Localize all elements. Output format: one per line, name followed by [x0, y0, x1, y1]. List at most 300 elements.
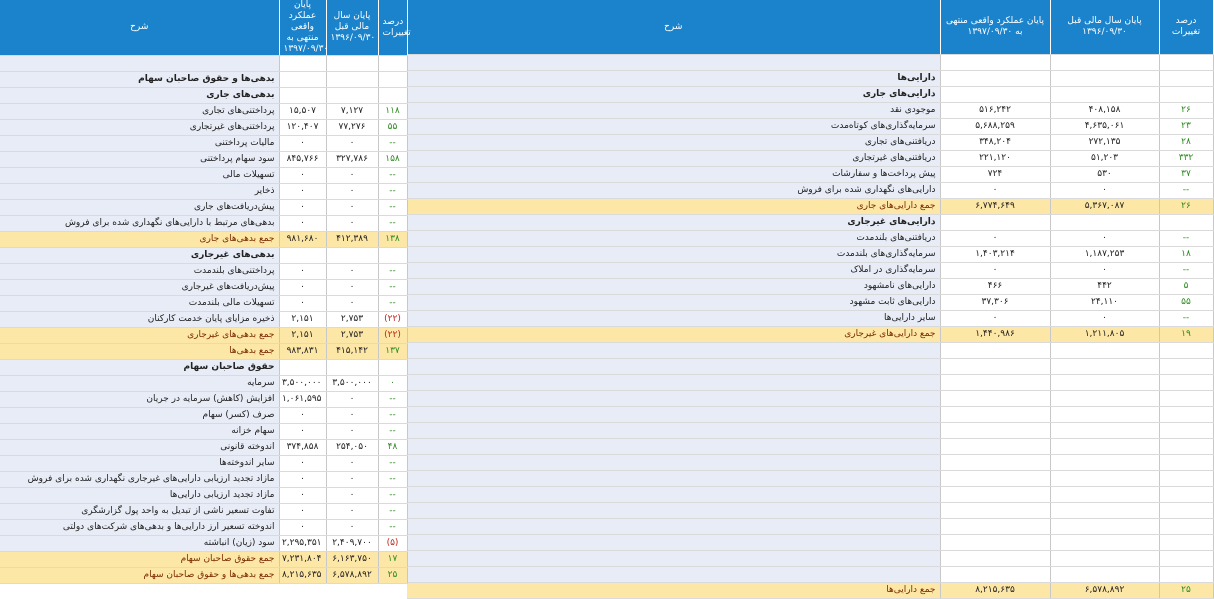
- assets-row: [407, 551, 1213, 567]
- assets-row-prior-value: ۶,۵۷۸,۸۹۲: [1050, 583, 1159, 599]
- assets-row: [407, 487, 1213, 503]
- liab-row-description: بدهی‌های مرتبط با دارایی‌های نگهداری شده برای فروش: [0, 216, 279, 232]
- assets-row-current-value: [940, 55, 1050, 71]
- liab-row-prior-value: ۳,۵۰۰,۰۰۰: [326, 376, 378, 392]
- assets-row-current-value: ۵۱۶,۲۴۲: [940, 103, 1050, 119]
- liab-row-change-percent: --: [378, 184, 407, 200]
- assets-row-prior-value: [1050, 455, 1159, 471]
- liabilities-equity-table: [0, 0, 411, 584]
- assets-row-description: سرمایه‌گذاری‌های بلندمدت: [407, 247, 940, 263]
- assets-row-current-value: [940, 487, 1050, 503]
- liab-row-change-percent: (۵): [378, 536, 407, 552]
- assets-row-description: [407, 551, 940, 567]
- assets-desc-header: شرح: [407, 0, 940, 55]
- liab-row: [0, 456, 407, 472]
- liab-row-prior-value: [326, 88, 378, 104]
- assets-row-current-value: [940, 551, 1050, 567]
- liab-row-prior-value: ۰: [326, 216, 378, 232]
- liab-row-prior-value: ۲,۴۰۹,۷۰۰: [326, 536, 378, 552]
- assets-row-current-value: ۱,۴۴۰,۹۸۶: [940, 327, 1050, 343]
- assets-row: [407, 215, 1213, 231]
- liab-row-current-value: ۰: [279, 424, 326, 440]
- liab-row-prior-value: [326, 56, 378, 72]
- assets-row-change-percent: [1159, 471, 1213, 487]
- assets-row-current-value: [940, 567, 1050, 583]
- assets-row: [407, 583, 1213, 599]
- liab-row-description: سایر اندوخته‌ها: [0, 456, 279, 472]
- assets-row: [407, 263, 1213, 279]
- liab-row-description: سرمایه: [0, 376, 279, 392]
- assets-row-current-value: ۰: [940, 311, 1050, 327]
- liab-row: [0, 56, 407, 72]
- assets-row-change-percent: [1159, 455, 1213, 471]
- assets-row-description: جمع دارایی‌ها: [407, 583, 940, 599]
- assets-table: [407, 0, 1214, 599]
- liab-row-prior-value: ۰: [326, 184, 378, 200]
- liab-row-prior-value: [326, 248, 378, 264]
- liab-row: [0, 280, 407, 296]
- liab-row-prior-value: ۰: [326, 456, 378, 472]
- liab-row: [0, 568, 407, 584]
- liab-row-change-percent: ۱۷: [378, 552, 407, 568]
- liab-row-description: بدهی‌های غیرجاری: [0, 248, 279, 264]
- assets-row-description: [407, 455, 940, 471]
- liab-row-current-value: ۱,۰۶۱,۵۹۵: [279, 392, 326, 408]
- liab-row-prior-value: ۰: [326, 424, 378, 440]
- liab-row-current-value: ۰: [279, 216, 326, 232]
- assets-row-change-percent: [1159, 343, 1213, 359]
- assets-row-prior-value: [1050, 439, 1159, 455]
- assets-row-prior-value: [1050, 487, 1159, 503]
- assets-row-prior-value: [1050, 519, 1159, 535]
- liab-row: [0, 344, 407, 360]
- liab-row: [0, 200, 407, 216]
- liab-row: [0, 120, 407, 136]
- assets-row-prior-value: ۰: [1050, 263, 1159, 279]
- assets-row-change-percent: [1159, 423, 1213, 439]
- liab-row-prior-value: ۰: [326, 504, 378, 520]
- liab-row-description: ذخیره مزایای پایان خدمت کارکنان: [0, 312, 279, 328]
- liab-row: [0, 72, 407, 88]
- assets-row-prior-value: [1050, 55, 1159, 71]
- assets-body: [407, 55, 1213, 599]
- assets-row-change-percent: [1159, 407, 1213, 423]
- assets-row-prior-value: ۵۳۰: [1050, 167, 1159, 183]
- liab-row-description: اندوخته تسعیر ارز دارایی‌ها و بدهی‌های شرکت‌های دولتی: [0, 520, 279, 536]
- liab-row-change-percent: ۵۵: [378, 120, 407, 136]
- liab-current-header: پایان عملکرد واقعی منتهی به ۱۳۹۷/۰۹/۳۰: [279, 0, 326, 56]
- liab-row-prior-value: ۷,۱۲۷: [326, 104, 378, 120]
- assets-row-current-value: ۳۷,۳۰۶: [940, 295, 1050, 311]
- liab-row-prior-value: ۶,۱۶۳,۷۵۰: [326, 552, 378, 568]
- assets-row-description: دریافتنی‌های بلندمدت: [407, 231, 940, 247]
- assets-row-prior-value: [1050, 87, 1159, 103]
- assets-row: [407, 519, 1213, 535]
- liab-row-change-percent: --: [378, 424, 407, 440]
- assets-row: [407, 471, 1213, 487]
- liab-row-description: سود (زیان) انباشته: [0, 536, 279, 552]
- liab-row-prior-value: ۰: [326, 264, 378, 280]
- assets-row-change-percent: --: [1159, 231, 1213, 247]
- liab-row-current-value: ۸۴۵,۷۶۶: [279, 152, 326, 168]
- liab-row-change-percent: --: [378, 472, 407, 488]
- liab-prior-header: پایان سال مالی قبل ۱۳۹۶/۰۹/۳۰: [326, 0, 378, 56]
- liab-row-current-value: ۰: [279, 136, 326, 152]
- assets-row-change-percent: --: [1159, 311, 1213, 327]
- assets-row-description: دریافتنی‌های تجاری: [407, 135, 940, 151]
- assets-row-description: [407, 471, 940, 487]
- liab-row-current-value: ۷,۲۳۱,۸۰۴: [279, 552, 326, 568]
- liab-row: [0, 408, 407, 424]
- assets-row-change-percent: [1159, 503, 1213, 519]
- assets-row-change-percent: [1159, 375, 1213, 391]
- liab-row-change-percent: ۰: [378, 376, 407, 392]
- assets-row-change-percent: [1159, 55, 1213, 71]
- liab-row-description: مازاد تجدید ارزیابی دارایی‌ها: [0, 488, 279, 504]
- assets-row-change-percent: [1159, 87, 1213, 103]
- liab-row-change-percent: --: [378, 216, 407, 232]
- assets-row: [407, 279, 1213, 295]
- assets-row-description: [407, 423, 940, 439]
- liab-row: [0, 296, 407, 312]
- liab-row-current-value: ۳۷۴,۸۵۸: [279, 440, 326, 456]
- liab-row-description: سهام خزانه: [0, 424, 279, 440]
- liab-row-current-value: ۰: [279, 296, 326, 312]
- liab-row-prior-value: ۰: [326, 168, 378, 184]
- liab-row-description: جمع حقوق صاحبان سهام: [0, 552, 279, 568]
- liab-row-description: حقوق صاحبان سهام: [0, 360, 279, 376]
- liab-row-current-value: ۰: [279, 488, 326, 504]
- liab-row-current-value: [279, 248, 326, 264]
- liab-row-description: پرداختنی‌های غیرتجاری: [0, 120, 279, 136]
- liab-row-description: پیش‌دریافت‌های غیرجاری: [0, 280, 279, 296]
- liab-row-prior-value: ۰: [326, 296, 378, 312]
- assets-row: [407, 311, 1213, 327]
- assets-row-current-value: ۵,۶۸۸,۲۵۹: [940, 119, 1050, 135]
- liab-row-current-value: [279, 56, 326, 72]
- assets-row-description: جمع دارایی‌های غیرجاری: [407, 327, 940, 343]
- assets-row-current-value: ۰: [940, 231, 1050, 247]
- assets-row-current-value: [940, 519, 1050, 535]
- assets-row: [407, 55, 1213, 71]
- assets-row-change-percent: ۳۷: [1159, 167, 1213, 183]
- assets-row: [407, 327, 1213, 343]
- assets-row: [407, 455, 1213, 471]
- assets-row-description: [407, 391, 940, 407]
- assets-row-prior-value: ۴۴۲: [1050, 279, 1159, 295]
- assets-row-prior-value: [1050, 215, 1159, 231]
- assets-row-current-value: [940, 71, 1050, 87]
- liab-row-current-value: ۰: [279, 264, 326, 280]
- liab-row-current-value: [279, 72, 326, 88]
- assets-row-change-percent: ۲۳: [1159, 119, 1213, 135]
- liab-row-current-value: ۳,۵۰۰,۰۰۰: [279, 376, 326, 392]
- liab-row-change-percent: --: [378, 296, 407, 312]
- assets-row-prior-value: ۰: [1050, 231, 1159, 247]
- assets-row-description: [407, 375, 940, 391]
- assets-row-prior-value: [1050, 535, 1159, 551]
- assets-row-current-value: [940, 423, 1050, 439]
- assets-row: [407, 439, 1213, 455]
- assets-row-change-percent: [1159, 391, 1213, 407]
- liab-row-change-percent: --: [378, 280, 407, 296]
- liab-row-description: سود سهام پرداختنی: [0, 152, 279, 168]
- liab-row-current-value: ۹۸۱,۶۸۰: [279, 232, 326, 248]
- assets-row: [407, 535, 1213, 551]
- liab-row-prior-value: ۶,۵۷۸,۸۹۲: [326, 568, 378, 584]
- assets-row: [407, 199, 1213, 215]
- liab-row-description: تفاوت تسعیر ناشی از تبدیل به واحد پول گزارشگری: [0, 504, 279, 520]
- assets-row-prior-value: ۵۱,۲۰۳: [1050, 151, 1159, 167]
- assets-current-header: پایان عملکرد واقعی منتهی به ۱۳۹۷/۰۹/۳۰: [940, 0, 1050, 55]
- assets-row: [407, 359, 1213, 375]
- assets-row-current-value: [940, 455, 1050, 471]
- liab-row-prior-value: ۴۱۲,۳۸۹: [326, 232, 378, 248]
- assets-row-current-value: ۳۴۸,۲۰۴: [940, 135, 1050, 151]
- assets-row-prior-value: [1050, 471, 1159, 487]
- liab-row-current-value: ۱۵,۵۰۷: [279, 104, 326, 120]
- liab-row: [0, 360, 407, 376]
- liab-row-current-value: ۱۲۰,۴۰۷: [279, 120, 326, 136]
- assets-row-description: سرمایه‌گذاری‌های کوتاه‌مدت: [407, 119, 940, 135]
- liab-row-description: مالیات پرداختنی: [0, 136, 279, 152]
- assets-row-description: [407, 55, 940, 71]
- assets-row-change-percent: [1159, 519, 1213, 535]
- assets-row: [407, 135, 1213, 151]
- assets-row-change-percent: [1159, 71, 1213, 87]
- assets-row-prior-value: ۴۰۸,۱۵۸: [1050, 103, 1159, 119]
- liab-row-change-percent: (۲۲): [378, 312, 407, 328]
- assets-row-current-value: ۰: [940, 263, 1050, 279]
- liab-row-prior-value: ۰: [326, 392, 378, 408]
- assets-row: [407, 423, 1213, 439]
- liab-row-change-percent: --: [378, 392, 407, 408]
- assets-row-description: سرمایه‌گذاری در املاک: [407, 263, 940, 279]
- liab-row: [0, 472, 407, 488]
- liab-row-change-percent: --: [378, 264, 407, 280]
- liab-row-change-percent: --: [378, 168, 407, 184]
- liab-row-current-value: ۰: [279, 504, 326, 520]
- assets-row: [407, 183, 1213, 199]
- assets-row-current-value: ۶,۷۷۴,۶۴۹: [940, 199, 1050, 215]
- assets-row-prior-value: [1050, 423, 1159, 439]
- liab-row: [0, 440, 407, 456]
- liab-row: [0, 328, 407, 344]
- assets-row-description: [407, 343, 940, 359]
- liab-row: [0, 248, 407, 264]
- liab-row-prior-value: [326, 72, 378, 88]
- assets-row-change-percent: ۱۸: [1159, 247, 1213, 263]
- liab-row-prior-value: ۰: [326, 408, 378, 424]
- assets-row-description: [407, 359, 940, 375]
- liab-row: [0, 232, 407, 248]
- assets-row-description: پیش پرداخت‌ها و سفارشات: [407, 167, 940, 183]
- liab-row-current-value: ۰: [279, 184, 326, 200]
- assets-row: [407, 119, 1213, 135]
- liab-row-description: ذخایر: [0, 184, 279, 200]
- assets-row-description: دارایی‌های نگهداری شده برای فروش: [407, 183, 940, 199]
- assets-row: [407, 567, 1213, 583]
- assets-row: [407, 167, 1213, 183]
- liab-row-description: بدهی‌ها و حقوق صاحبان سهام: [0, 72, 279, 88]
- liab-row-description: صرف (کسر) سهام: [0, 408, 279, 424]
- assets-row-description: دارایی‌ها: [407, 71, 940, 87]
- assets-row: [407, 503, 1213, 519]
- liab-row: [0, 136, 407, 152]
- assets-row: [407, 343, 1213, 359]
- assets-row: [407, 247, 1213, 263]
- assets-row-change-percent: [1159, 567, 1213, 583]
- liab-row-current-value: ۰: [279, 280, 326, 296]
- liab-row-current-value: ۰: [279, 200, 326, 216]
- liab-row-change-percent: [378, 360, 407, 376]
- liab-row-prior-value: ۰: [326, 472, 378, 488]
- assets-row-change-percent: [1159, 359, 1213, 375]
- liab-row: [0, 552, 407, 568]
- liab-row-description: پیش‌دریافت‌های جاری: [0, 200, 279, 216]
- liab-row-change-percent: [378, 72, 407, 88]
- liab-row-change-percent: --: [378, 408, 407, 424]
- assets-row: [407, 151, 1213, 167]
- liab-row-current-value: ۲,۱۵۱: [279, 328, 326, 344]
- liab-row-description: [0, 56, 279, 72]
- assets-row-prior-value: [1050, 343, 1159, 359]
- assets-row-description: دارایی‌های نامشهود: [407, 279, 940, 295]
- assets-row-current-value: [940, 215, 1050, 231]
- assets-row: [407, 231, 1213, 247]
- liab-row-current-value: ۹۸۳,۸۳۱: [279, 344, 326, 360]
- assets-row-prior-value: [1050, 567, 1159, 583]
- assets-row-prior-value: ۱,۱۸۷,۲۵۳: [1050, 247, 1159, 263]
- assets-change-header: درصد تغییرات: [1159, 0, 1213, 55]
- assets-row-description: [407, 487, 940, 503]
- liab-row: [0, 184, 407, 200]
- assets-row-prior-value: [1050, 407, 1159, 423]
- assets-row-current-value: [940, 503, 1050, 519]
- liab-row-change-percent: --: [378, 520, 407, 536]
- assets-row-description: [407, 439, 940, 455]
- liab-row-description: مازاد تجدید ارزیابی دارایی‌های غیرجاری نگهداری شده برای فروش: [0, 472, 279, 488]
- liab-row-current-value: ۰: [279, 408, 326, 424]
- liab-row-current-value: ۸,۲۱۵,۶۳۵: [279, 568, 326, 584]
- assets-row-prior-value: ۱,۲۱۱,۸۰۵: [1050, 327, 1159, 343]
- assets-row-change-percent: [1159, 439, 1213, 455]
- assets-row-prior-value: ۴,۶۳۵,۰۶۱: [1050, 119, 1159, 135]
- liab-row: [0, 424, 407, 440]
- assets-row-prior-value: [1050, 359, 1159, 375]
- liab-row: [0, 488, 407, 504]
- liab-row-prior-value: ۲۵۴,۰۵۰: [326, 440, 378, 456]
- assets-row-change-percent: --: [1159, 263, 1213, 279]
- liab-row-change-percent: ۱۱۸: [378, 104, 407, 120]
- liab-row-description: اندوخته قانونی: [0, 440, 279, 456]
- assets-row-prior-value: ۲۴,۱۱۰: [1050, 295, 1159, 311]
- liab-row-prior-value: ۲,۷۵۳: [326, 312, 378, 328]
- liab-row: [0, 104, 407, 120]
- assets-row-change-percent: ۲۶: [1159, 199, 1213, 215]
- liab-row-description: تسهیلات مالی بلندمدت: [0, 296, 279, 312]
- assets-row-prior-value: [1050, 391, 1159, 407]
- assets-row-prior-value: ۲۷۲,۱۳۵: [1050, 135, 1159, 151]
- assets-row-current-value: [940, 343, 1050, 359]
- liab-row-description: افزایش (کاهش) سرمایه در جریان: [0, 392, 279, 408]
- liab-row-description: جمع بدهی‌ها: [0, 344, 279, 360]
- liab-row-prior-value: [326, 360, 378, 376]
- assets-row-current-value: ۸,۲۱۵,۶۳۵: [940, 583, 1050, 599]
- liab-row: [0, 376, 407, 392]
- assets-row-change-percent: [1159, 215, 1213, 231]
- assets-row-prior-value: ۰: [1050, 311, 1159, 327]
- assets-row-description: دریافتنی‌های غیرتجاری: [407, 151, 940, 167]
- assets-row-current-value: [940, 375, 1050, 391]
- assets-row-current-value: [940, 391, 1050, 407]
- liab-row: [0, 264, 407, 280]
- liab-row-current-value: ۰: [279, 168, 326, 184]
- liab-row-current-value: [279, 360, 326, 376]
- assets-row-current-value: ۰: [940, 183, 1050, 199]
- assets-row-current-value: [940, 535, 1050, 551]
- assets-row-description: جمع دارایی‌های جاری: [407, 199, 940, 215]
- liab-row-prior-value: ۷۷,۲۷۶: [326, 120, 378, 136]
- liab-row-change-percent: --: [378, 504, 407, 520]
- assets-row-change-percent: [1159, 535, 1213, 551]
- liab-row-change-percent: --: [378, 456, 407, 472]
- liab-row-description: بدهی‌های جاری: [0, 88, 279, 104]
- assets-row-change-percent: [1159, 551, 1213, 567]
- liab-row: [0, 216, 407, 232]
- assets-row-change-percent: ۲۵: [1159, 583, 1213, 599]
- liab-row: [0, 168, 407, 184]
- liab-row-change-percent: ۴۸: [378, 440, 407, 456]
- assets-row-change-percent: --: [1159, 183, 1213, 199]
- liab-row-current-value: ۰: [279, 472, 326, 488]
- liab-row-current-value: [279, 88, 326, 104]
- assets-row-current-value: ۷۲۴: [940, 167, 1050, 183]
- liab-row: [0, 536, 407, 552]
- liab-row-change-percent: ۱۳۸: [378, 232, 407, 248]
- liab-row-description: جمع بدهی‌های غیرجاری: [0, 328, 279, 344]
- assets-row-change-percent: ۵: [1159, 279, 1213, 295]
- assets-row-description: دارایی‌های جاری: [407, 87, 940, 103]
- liab-row-description: پرداختنی‌های بلندمدت: [0, 264, 279, 280]
- liab-row-change-percent: [378, 248, 407, 264]
- assets-row-change-percent: ۲۸: [1159, 135, 1213, 151]
- assets-prior-header: پایان سال مالی قبل ۱۳۹۶/۰۹/۳۰: [1050, 0, 1159, 55]
- assets-row: [407, 87, 1213, 103]
- assets-row-change-percent: [1159, 487, 1213, 503]
- assets-row: [407, 103, 1213, 119]
- liab-row-description: تسهیلات مالی: [0, 168, 279, 184]
- liab-row-description: پرداختنی‌های تجاری: [0, 104, 279, 120]
- liab-row-current-value: ۲,۱۵۱: [279, 312, 326, 328]
- liab-row: [0, 392, 407, 408]
- assets-row: [407, 407, 1213, 423]
- assets-row-current-value: [940, 407, 1050, 423]
- assets-row-current-value: [940, 87, 1050, 103]
- liab-row-change-percent: ۲۵: [378, 568, 407, 584]
- liab-row-prior-value: ۰: [326, 488, 378, 504]
- assets-row-description: دارایی‌های ثابت مشهود: [407, 295, 940, 311]
- liab-row-prior-value: ۲,۷۵۳: [326, 328, 378, 344]
- assets-row-prior-value: [1050, 375, 1159, 391]
- liab-row-prior-value: ۴۱۵,۱۴۲: [326, 344, 378, 360]
- liab-row-change-percent: ۱۳۷: [378, 344, 407, 360]
- assets-row: [407, 391, 1213, 407]
- assets-row-change-percent: ۵۵: [1159, 295, 1213, 311]
- assets-row-description: دارایی‌های غیرجاری: [407, 215, 940, 231]
- assets-row-change-percent: ۳۳۲: [1159, 151, 1213, 167]
- assets-row-description: موجودی نقد: [407, 103, 940, 119]
